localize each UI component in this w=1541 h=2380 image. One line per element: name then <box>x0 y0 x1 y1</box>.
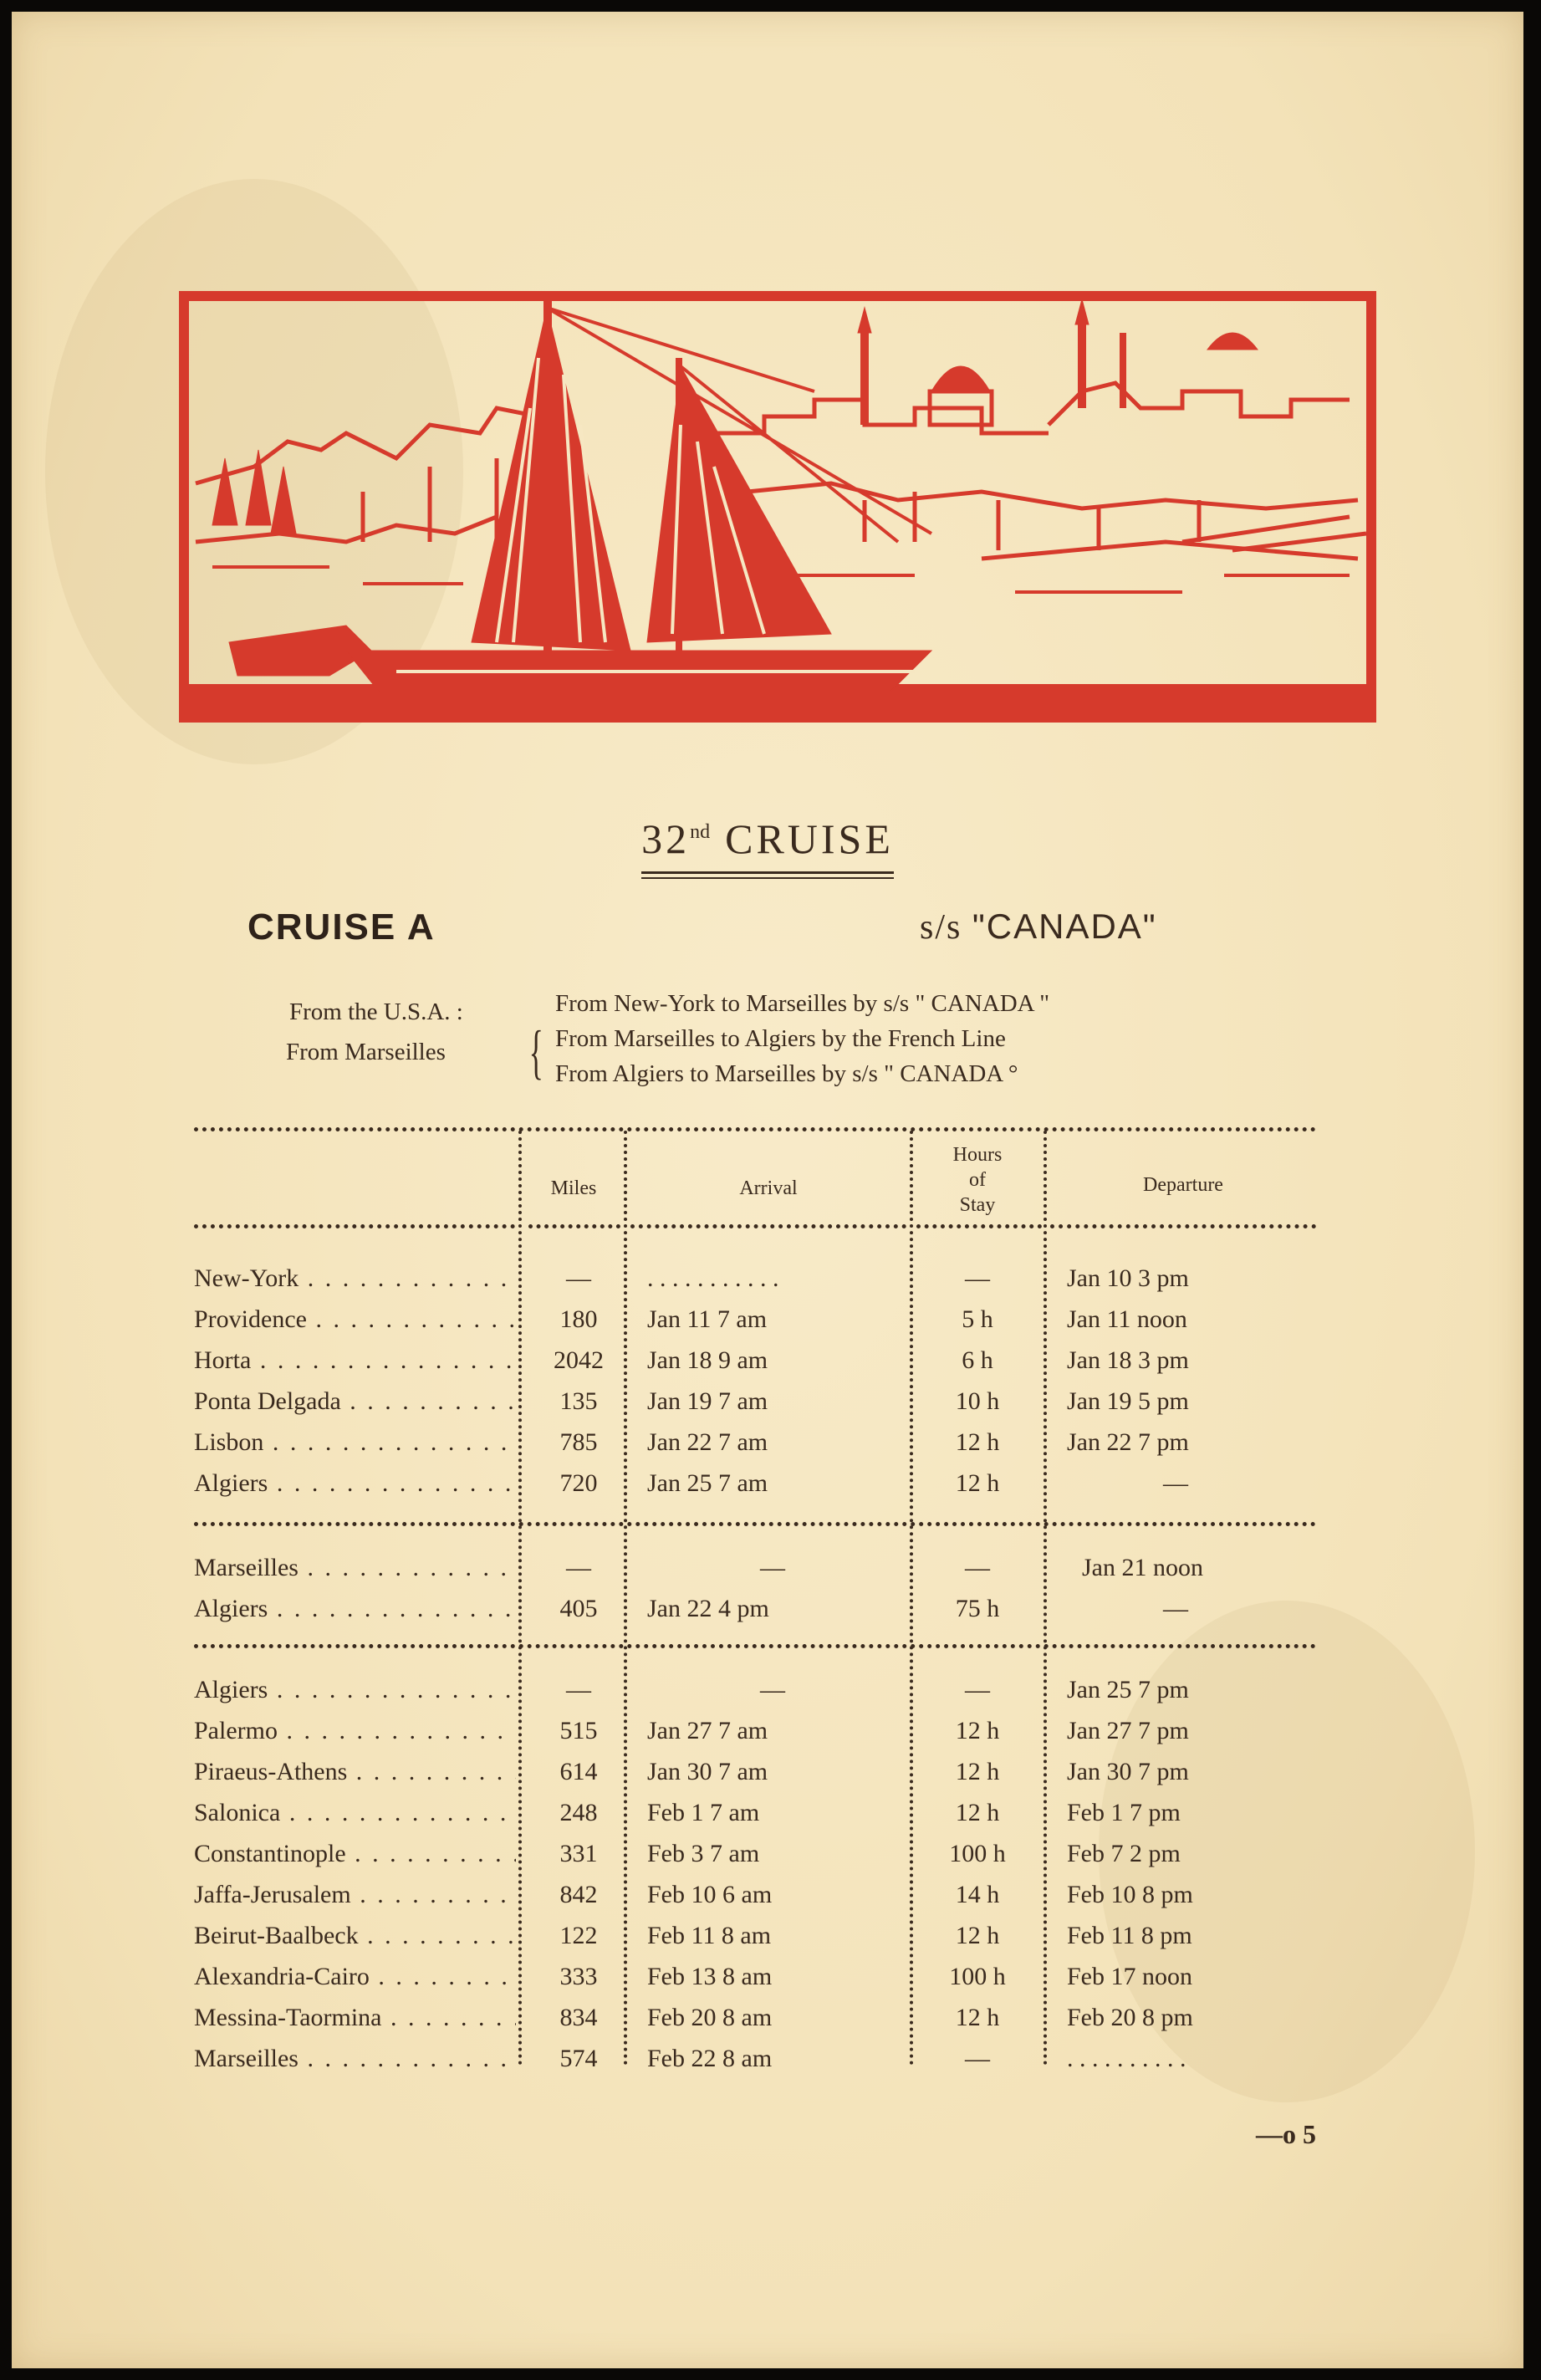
miles-value: 135 <box>559 1387 598 1415</box>
table-row <box>12 1963 1523 2003</box>
departure-value: — <box>1163 1469 1188 1497</box>
port-name: Marseilles . . . <box>194 1554 516 1582</box>
port-name: Lisbon . . . <box>194 1428 516 1457</box>
miles-value: 333 <box>559 1963 598 1990</box>
ship-title: "CANADA" <box>972 907 1157 946</box>
table-rule <box>1050 1224 1316 1228</box>
port-name: Salonica . . . <box>194 1799 516 1827</box>
table-row <box>12 1881 1523 1921</box>
table-row <box>12 1922 1523 1962</box>
table-row <box>12 1469 1523 1509</box>
hours-value: 12 h <box>955 1469 1000 1497</box>
sailboat-harbor-illustration <box>179 291 1376 723</box>
table-row <box>12 1428 1523 1468</box>
departure-value: Jan 19 5 pm <box>1067 1387 1189 1415</box>
hours-value: 12 h <box>955 1922 1000 1949</box>
header-stay-word: Stay <box>959 1194 996 1216</box>
hours-value: 12 h <box>955 1799 1000 1826</box>
port-name: Algiers . . . <box>194 1595 516 1623</box>
port-name: Ponta Delgada . . . <box>194 1387 516 1416</box>
route-label: From the U.S.A. : <box>289 998 463 1025</box>
arrival-value: Feb 22 8 am <box>647 2045 773 2072</box>
route-line: From New-York to Marseilles by s/s " CANADA " <box>555 990 1050 1017</box>
table-row <box>12 1387 1523 1427</box>
arrival-value: Jan 25 7 am <box>647 1469 768 1497</box>
table-row <box>12 1799 1523 1839</box>
miles-value: 720 <box>559 1469 598 1497</box>
table-rule <box>194 1127 1316 1131</box>
departure-value: Feb 20 8 pm <box>1067 2004 1193 2031</box>
route-line: From Algiers to Marseilles by s/s " CANADA ° <box>555 1060 1018 1087</box>
miles-value: 614 <box>559 1758 598 1785</box>
miles-value: 834 <box>559 2004 598 2031</box>
hours-value: — <box>965 1676 990 1703</box>
port-name: Palermo . . . <box>194 1717 516 1745</box>
port-name: Algiers . . . <box>194 1676 516 1704</box>
arrival-value: Jan 22 7 am <box>647 1428 768 1456</box>
miles-value: 2042 <box>554 1346 604 1374</box>
miles-value: 180 <box>559 1305 598 1333</box>
table-row <box>12 1346 1523 1387</box>
arrival-value: Jan 19 7 am <box>647 1387 768 1415</box>
departure-value: — <box>1163 1595 1188 1622</box>
hours-value: 12 h <box>955 1428 1000 1456</box>
hours-value: — <box>965 1554 990 1581</box>
arrival-value: Feb 1 7 am <box>647 1799 760 1826</box>
arrival-value: Jan 30 7 am <box>647 1758 768 1785</box>
port-name: Piraeus-Athens . . . <box>194 1758 516 1786</box>
cruise-name: CRUISE A <box>247 907 436 947</box>
table-rule <box>528 1224 620 1228</box>
table-rule <box>194 1224 515 1228</box>
route-label: From Marseilles <box>286 1039 446 1065</box>
header-hours-of-stay <box>915 1142 1040 1218</box>
departure-value: Jan 22 7 pm <box>1067 1428 1189 1456</box>
hours-value: — <box>965 2045 990 2072</box>
cruise-ordinal-suffix: nd <box>690 821 711 844</box>
hours-value: — <box>965 1264 990 1292</box>
table-row <box>12 1758 1523 1798</box>
miles-value: 842 <box>559 1881 598 1908</box>
miles-value: — <box>566 1676 591 1703</box>
table-row <box>12 2045 1523 2085</box>
arrival-value: Feb 13 8 am <box>647 1963 773 1990</box>
hours-value: 10 h <box>955 1387 1000 1415</box>
port-name: Marseilles . . . <box>194 2045 516 2073</box>
miles-value: 248 <box>559 1799 598 1826</box>
table-rule <box>916 1224 1042 1228</box>
arrival-value: Jan 18 9 am <box>647 1346 768 1374</box>
departure-value: Jan 27 7 pm <box>1067 1717 1189 1744</box>
table-row <box>12 1595 1523 1635</box>
table-row <box>12 2004 1523 2044</box>
arrival-value: — <box>760 1676 785 1703</box>
miles-value: 405 <box>559 1595 598 1622</box>
miles-value: 122 <box>559 1922 598 1949</box>
port-name: Constantinople . . . <box>194 1840 516 1868</box>
port-name: Providence . . . <box>194 1305 516 1334</box>
port-name: Alexandria-Cairo . . . <box>194 1963 516 1991</box>
departure-value: Jan 30 7 pm <box>1067 1758 1189 1785</box>
arrival-value: — <box>760 1554 785 1581</box>
miles-value: 574 <box>559 2045 598 2072</box>
table-row <box>12 1305 1523 1346</box>
ship-name <box>920 907 1157 947</box>
miles-value: 785 <box>559 1428 598 1456</box>
route-line: From Marseilles to Algiers by the French Line <box>555 1025 1006 1052</box>
miles-value: — <box>566 1554 591 1581</box>
departure-value: Feb 7 2 pm <box>1067 1840 1181 1867</box>
hours-value: 5 h <box>962 1305 993 1333</box>
departure-value: Feb 11 8 pm <box>1067 1922 1192 1949</box>
miles-value: 331 <box>559 1840 598 1867</box>
cruise-ordinal: 32 <box>641 815 691 862</box>
page-number: —o 5 <box>1256 2119 1316 2149</box>
table-row <box>12 1554 1523 1594</box>
table-row <box>12 1264 1523 1305</box>
header-departure: Departure <box>1143 1174 1223 1196</box>
departure-value: Jan 18 3 pm <box>1067 1346 1189 1374</box>
cruise-title-label: CRUISE <box>725 815 894 862</box>
hours-value: 14 h <box>955 1881 1000 1908</box>
table-row <box>12 1717 1523 1757</box>
hours-value: 100 h <box>949 1840 1006 1867</box>
hours-value: 75 h <box>955 1595 1000 1622</box>
brace-symbol: { <box>528 1019 543 1085</box>
table-row <box>12 1840 1523 1880</box>
hours-value: 6 h <box>962 1346 993 1374</box>
table-rule <box>194 1644 1316 1648</box>
ship-prefix: s/s <box>920 908 962 947</box>
hours-value: 12 h <box>955 1717 1000 1744</box>
port-name: Beirut-Baalbeck . . . <box>194 1922 516 1950</box>
departure-value: Jan 10 3 pm <box>1067 1264 1189 1292</box>
port-name: Horta . . . <box>194 1346 516 1375</box>
port-name: Messina-Taormina . . . <box>194 2004 516 2032</box>
departure-value: Jan 21 noon <box>1082 1554 1203 1581</box>
port-name: New-York . . . <box>194 1264 516 1293</box>
cruise-title <box>12 815 1523 874</box>
arrival-value: . . . . . . . . . . . <box>647 1264 779 1292</box>
miles-value: 515 <box>559 1717 598 1744</box>
header-of-word: of <box>969 1169 986 1191</box>
header-arrival: Arrival <box>739 1177 798 1199</box>
departure-value: Jan 11 noon <box>1067 1305 1187 1333</box>
arrival-value: Jan 22 4 pm <box>647 1595 769 1622</box>
miles-value: — <box>566 1264 591 1292</box>
hours-value: 100 h <box>949 1963 1006 1990</box>
hours-value: 12 h <box>955 1758 1000 1785</box>
departure-value: . . . . . . . . . . <box>1067 2045 1186 2072</box>
departure-value: Feb 1 7 pm <box>1067 1799 1181 1826</box>
port-name: Algiers . . . <box>194 1469 516 1498</box>
departure-value: Feb 10 8 pm <box>1067 1881 1193 1908</box>
port-name: Jaffa-Jerusalem . . . <box>194 1881 516 1909</box>
arrival-value: Feb 20 8 am <box>647 2004 773 2031</box>
table-row <box>12 1676 1523 1716</box>
header-miles: Miles <box>550 1177 597 1199</box>
brochure-page <box>12 12 1523 2368</box>
arrival-value: Jan 27 7 am <box>647 1717 768 1744</box>
departure-value: Feb 17 noon <box>1067 1963 1192 1990</box>
departure-value: Jan 25 7 pm <box>1067 1676 1189 1703</box>
arrival-value: Feb 11 8 am <box>647 1922 772 1949</box>
arrival-value: Feb 10 6 am <box>647 1881 773 1908</box>
arrival-value: Feb 3 7 am <box>647 1840 760 1867</box>
table-rule <box>194 1522 1316 1526</box>
header-hours-word: Hours <box>952 1144 1003 1166</box>
table-rule <box>630 1224 906 1228</box>
hours-value: 12 h <box>955 2004 1000 2031</box>
arrival-value: Jan 11 7 am <box>647 1305 768 1333</box>
